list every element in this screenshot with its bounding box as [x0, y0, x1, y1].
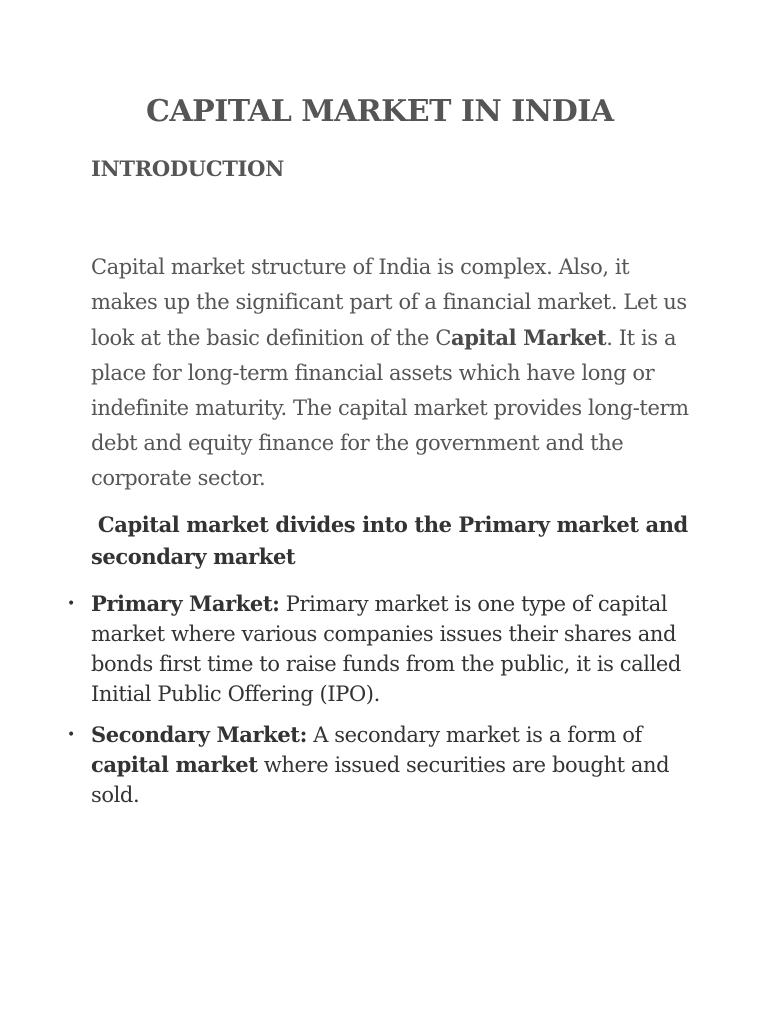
intro-bold-term: apital Market — [451, 325, 607, 350]
intro-heading: INTRODUCTION — [91, 156, 284, 181]
section-subheading — [91, 509, 691, 573]
bullet-icon: • — [67, 596, 75, 612]
secondary-market-text-1: A secondary market is a form of — [306, 723, 642, 747]
secondary-market-bold: capital market — [91, 752, 258, 777]
bullet-icon: • — [67, 727, 75, 743]
page-title: CAPITAL MARKET IN INDIA — [146, 94, 614, 129]
secondary-market-term: Secondary Market: — [91, 722, 307, 747]
intro-text-1: Capital market structure of India is complex. Also, it makes up the significant part of a financial market. Let us look at the basic definition of the C — [91, 255, 687, 350]
intro-text-2: . It is a place for long-term financial assets which have long or indefinite maturity. The capital market provides long-term debt and equity finance for the government and the corporate sector. — [91, 326, 689, 490]
subheading-text: Capital market divides into the Primary market and secondary market — [91, 512, 688, 569]
secondary-market-text-2: where issued securities are bought and sold. — [91, 753, 670, 807]
list-item-primary-market — [67, 589, 691, 709]
primary-market-text: Primary market is one type of capital market where various companies issues their shares and bonds first time to raise funds from the public, it is called Initial Public Offering (IPO). — [91, 592, 681, 706]
primary-market-term: Primary Market: — [91, 591, 280, 616]
market-types-list — [67, 589, 691, 821]
intro-paragraph — [91, 250, 691, 496]
list-item-secondary-market — [67, 720, 691, 810]
